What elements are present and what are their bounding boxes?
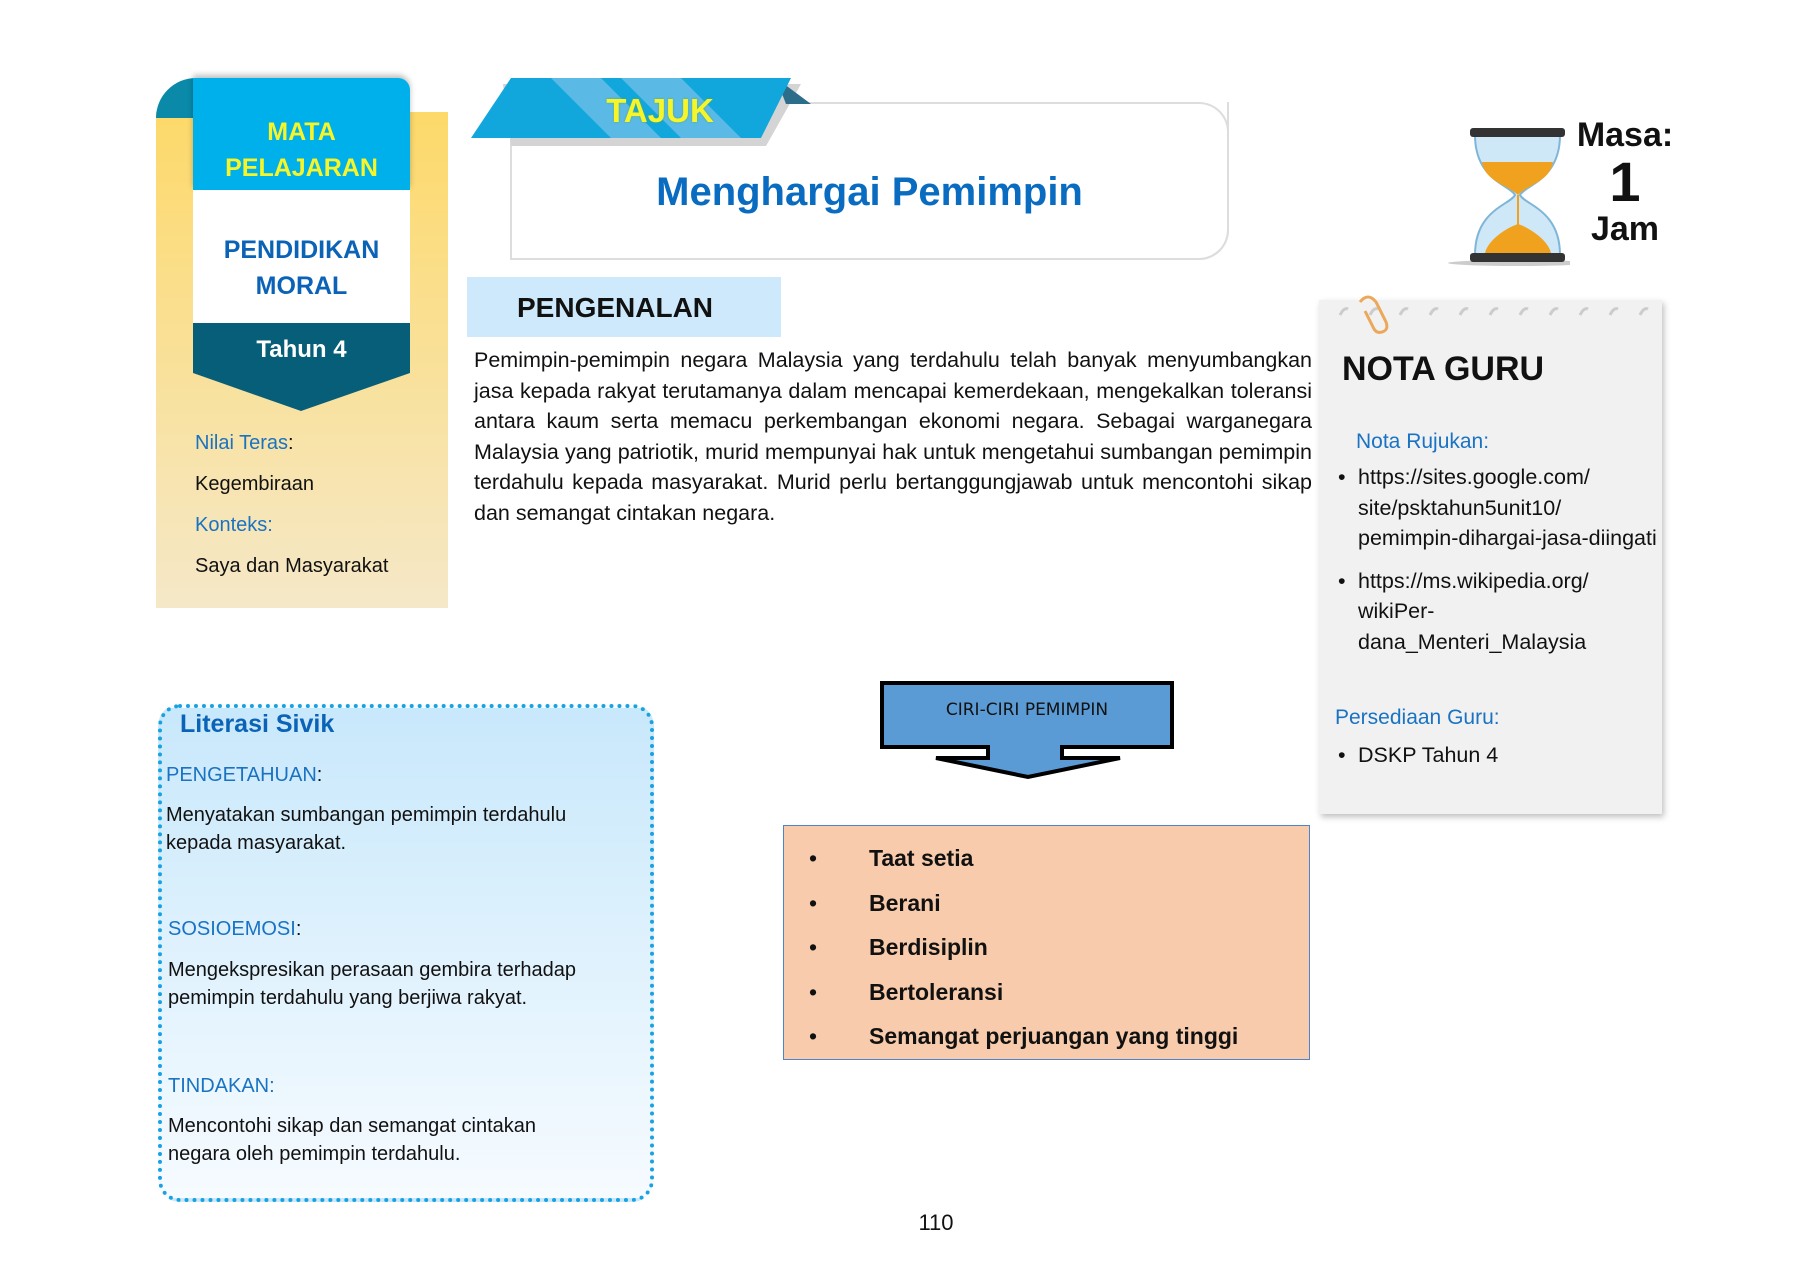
konteks-value: Saya dan Masyarakat [195, 555, 389, 577]
persediaan-item: • DSKP Tahun 4 [1338, 740, 1658, 771]
rujukan-link[interactable]: • https://ms.wikipedia.org/ wikiPer-dana_Menteri_Malaysia [1338, 566, 1658, 658]
subject-name: PENDIDIKAN MORAL [193, 190, 410, 323]
page-number: 110 [918, 1210, 954, 1235]
pengetahuan-text: Menyatakan sumbangan pemimpin terdahulu kepada masyarakat. [166, 804, 567, 854]
masa-value: 1 [1609, 150, 1641, 213]
tindakan-text: Mencontohi sikap dan semangat cintakan negara oleh pemimpin terdahulu. [168, 1115, 537, 1165]
rujukan-list [1338, 462, 1658, 658]
ciri-item: • Bertoleransi [809, 970, 1309, 1015]
masa-unit: Jam [1590, 210, 1660, 248]
nilai-teras-label: Nilai Teras: [195, 432, 294, 454]
masa-label: Masa: [1576, 116, 1674, 154]
page-title: Menghargai Pemimpin [656, 170, 1083, 214]
ciri-item: • Berani [809, 881, 1309, 926]
nilai-teras-value: Kegembiraan [195, 473, 314, 495]
literasi-title: Literasi Sivik [180, 710, 335, 738]
konteks-label: Konteks: [195, 514, 273, 536]
sosioemosi-text: Mengekspresikan perasaan gembira terhadap pemimpin terdahulu yang berjiwa rakyat. [168, 959, 577, 1009]
paperclip-icon [1352, 292, 1392, 336]
nota-rujukan-label: Nota Rujukan: [1356, 430, 1490, 453]
pengetahuan-label: PENGETAHUAN: [166, 764, 323, 786]
rujukan-link[interactable]: • https://sites.google.com/ site/psktahun5unit10/ pemimpin-dihargai-jasa-diingati [1338, 462, 1658, 554]
ciri-item: • Semangat perjuangan yang tinggi [809, 1014, 1309, 1059]
year-label: Tahun 4 [193, 323, 410, 373]
ciri-heading: CIRI-CIRI PEMIMPIN [945, 700, 1109, 720]
subject-header: MATA PELAJARAN [193, 78, 410, 190]
sosioemosi-label: SOSIOEMOSI: [168, 918, 302, 940]
masa-block [1575, 116, 1675, 248]
pengenalan-text: Pemimpin-pemimpin negara Malaysia yang terdahulu telah banyak menyumbangkan jasa kepada rakyat terutamanya dalam mencapai kemerdekaan, mengekalkan toleransi antara kaum serta memacu perkembangan ekonomi negara. Sebagai warganegara Malaysia yang patriotik, murid mempunyai hak untuk mengetahui sumbangan pemimpin terdahulu kepada masyarakat. Murid perlu bertanggungjawab untuk mencontohi sikap dan semangat cintakan negara. [474, 348, 1312, 525]
tindakan-label: TINDAKAN: [168, 1075, 275, 1097]
persediaan-list [1338, 740, 1658, 771]
ciri-item: • Taat setia [809, 836, 1309, 881]
ciri-item: • Berdisiplin [809, 925, 1309, 970]
hourglass-icon [1430, 120, 1570, 270]
pengenalan-heading: PENGENALAN [467, 277, 781, 337]
ciri-callout-arrow [870, 670, 1200, 800]
year-ribbon-point [193, 373, 410, 411]
ciri-list-box [783, 825, 1310, 1060]
persediaan-label: Persediaan Guru: [1335, 706, 1500, 729]
nota-guru-title: NOTA GURU [1342, 350, 1545, 388]
tajuk-label: TAJUK [606, 92, 714, 129]
